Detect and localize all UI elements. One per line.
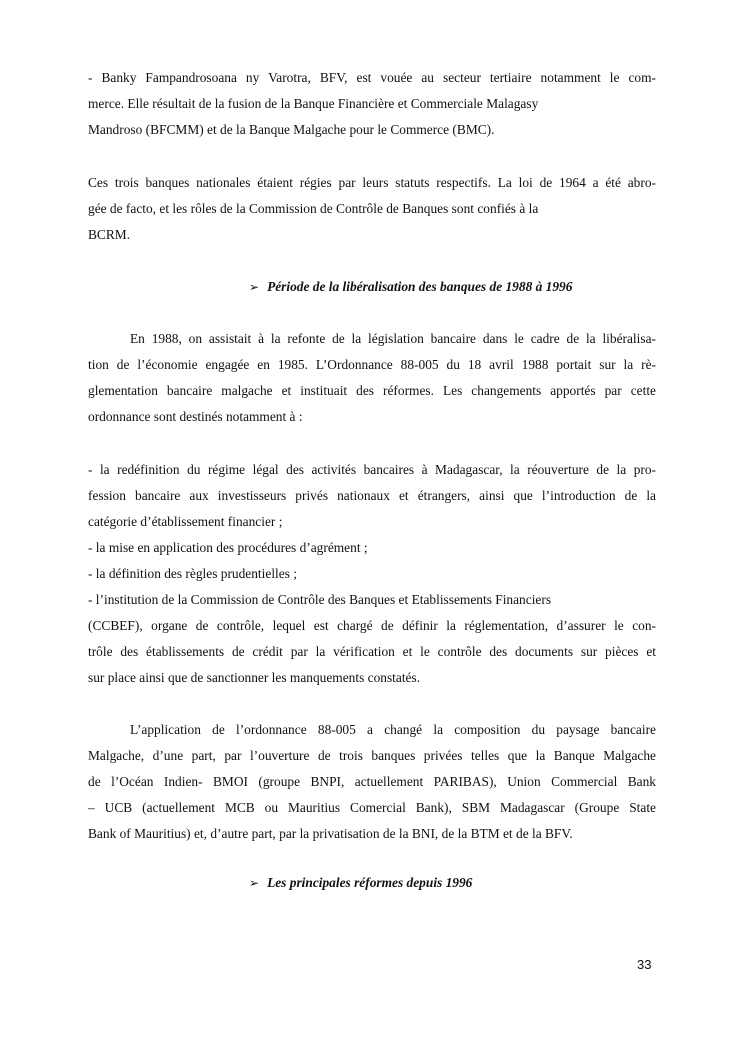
heading-text: Les principales réformes depuis 1996	[267, 875, 473, 890]
text-line: Bank of Mauritius) et, d’autre part, par la privatisation de la BNI, de la BTM et de la BFV.	[88, 826, 573, 841]
text-line: trôle des établissements de crédit par la vérification et le contrôle des documents sur pièces et	[88, 644, 656, 659]
text-line: L’application de l’ordonnance 88-005 a changé la composition du paysage bancaire	[130, 722, 656, 737]
text-line: merce. Elle résultait de la fusion de la Banque Financière et Commerciale Malagasy	[88, 96, 539, 111]
text-line: - l’institution de la Commission de Contrôle des Banques et Etablissements Financiers	[88, 592, 552, 607]
text-line: tion de l’économie engagée en 1985. L’Ordonnance 88-005 du 18 avril 1988 portait sur la rè-	[88, 357, 656, 372]
text-line: gée de facto, et les rôles de la Commission de Contrôle de Banques sont confiés à la	[88, 201, 539, 216]
text-line: sur place ainsi que de sanctionner les manquements constatés.	[88, 670, 421, 685]
text-line: - la redéfinition du régime légal des activités bancaires à Madagascar, la réouverture de la pro-	[88, 462, 656, 477]
text-line: Malgache, d’une part, par l’ouverture de trois banques privées telles que la Banque Malgache	[88, 748, 656, 763]
text-line: - la définition des règles prudentielles ;	[88, 566, 297, 581]
text-line: - Banky Fampandrosoana ny Varotra, BFV, est vouée au secteur tertiaire notamment le com-	[88, 70, 656, 85]
arrow-bullet-icon: ➢	[249, 280, 260, 294]
arrow-bullet-icon: ➢	[249, 876, 260, 890]
heading-text: Période de la libéralisation des banques de 1988 à 1996	[267, 279, 573, 294]
text-line: de l’Océan Indien- BMOI (groupe BNPI, actuellement PARIBAS), Union Commercial Bank	[88, 774, 656, 789]
text-line: Mandroso (BFCMM) et de la Banque Malgache pour le Commerce (BMC).	[88, 122, 495, 137]
text-line: fession bancaire aux investisseurs privés nationaux et étrangers, ainsi que l’introduction de la	[88, 488, 656, 503]
text-line: BCRM.	[88, 227, 131, 242]
text-line: En 1988, on assistait à la refonte de la législation bancaire dans le cadre de la libéralisa-	[130, 331, 656, 346]
text-line: Ces trois banques nationales étaient régies par leurs statuts respectifs. La loi de 1964 a été abro-	[88, 175, 656, 190]
page-number: 33	[637, 957, 652, 972]
text-line: - la mise en application des procédures d’agrément ;	[88, 540, 368, 555]
text-line: – UCB (actuellement MCB ou Mauritius Comercial Bank), SBM Madagascar (Groupe State	[88, 800, 656, 815]
text-line: catégorie d’établissement financier ;	[88, 514, 283, 529]
section-heading	[249, 875, 472, 891]
text-line: ordonnance sont destinés notamment à :	[88, 409, 303, 424]
text-line: (CCBEF), organe de contrôle, lequel est chargé de définir la réglementation, d’assurer le con-	[88, 618, 656, 633]
section-heading	[249, 279, 572, 295]
text-line: glementation bancaire malgache et instituait des réformes. Les changements apportés par cette	[88, 383, 656, 398]
